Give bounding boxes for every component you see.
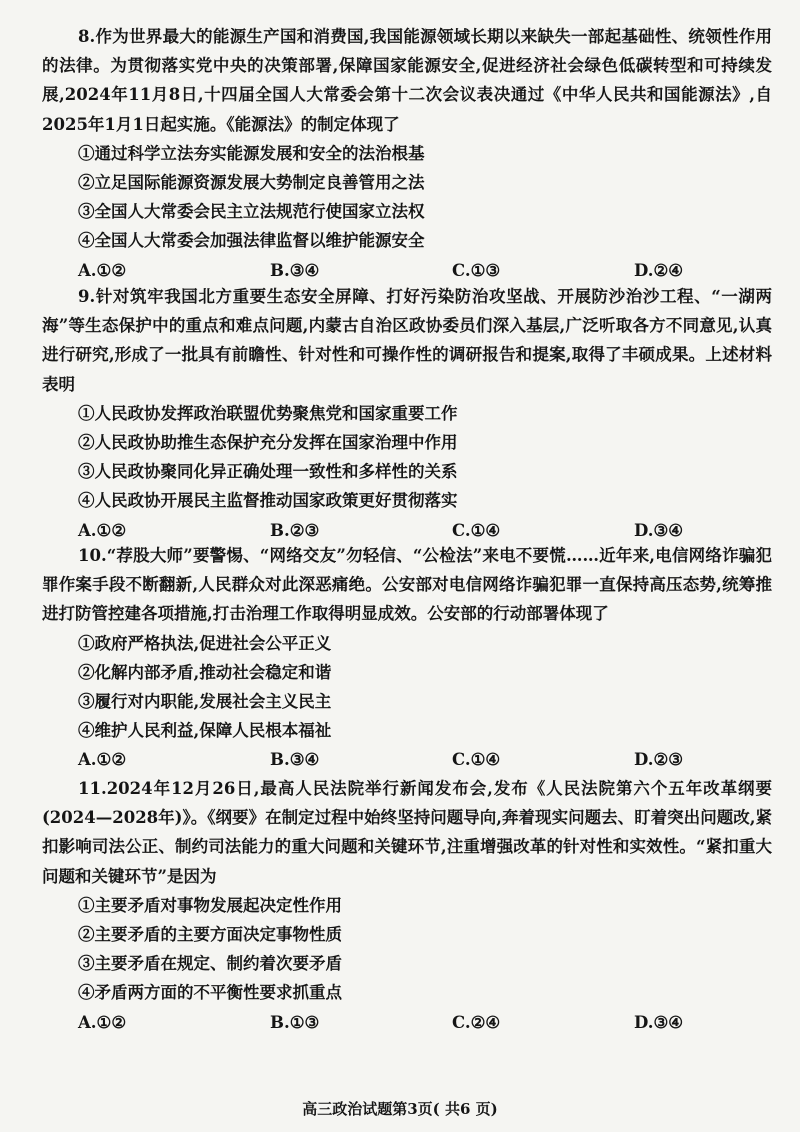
choice-c: C.①③	[452, 260, 501, 280]
option-1: ①人民政协发挥政治联盟优势聚焦党和国家重要工作	[78, 403, 458, 423]
option-4: ④矛盾两方面的不平衡性要求抓重点	[78, 983, 342, 1003]
option-3: ③全国人大常委会民主立法规范行使国家立法权	[78, 202, 425, 222]
choice-a: A.①②	[78, 1012, 127, 1032]
page-footer: 高三政治试题第3页( 共6 页)	[302, 1100, 498, 1118]
choice-b: B.②③	[270, 520, 320, 540]
answer-choices	[42, 745, 772, 774]
choice-a: A.①②	[78, 750, 127, 770]
option-2: ②立足国际能源资源发展大势制定良善管用之法	[78, 173, 425, 193]
choice-c: C.①④	[452, 750, 501, 770]
choice-d: D.③④	[634, 520, 684, 540]
choice-b: B.①③	[270, 1012, 320, 1032]
question-stem: 10.“荐股大师”要警惕、“网络交友”勿轻信、“公检法”来电不要慌……近年来,电信网络诈骗犯罪作案手段不断翻新,人民群众对此深恶痛绝。公安部对电信网络诈骗犯罪一直保持高压态势,统筹推进打防管控建各项措施,打击治理工作取得明显成效。公安部的行动部署体现了	[42, 546, 772, 624]
question-8	[42, 22, 772, 285]
choice-d: D.②④	[634, 260, 684, 280]
option-1: ①主要矛盾对事物发展起决定性作用	[78, 895, 342, 915]
option-2: ②主要矛盾的主要方面决定事物性质	[78, 925, 342, 945]
question-9	[42, 282, 772, 545]
choice-d: D.②③	[634, 750, 684, 770]
answer-choices	[42, 256, 772, 285]
option-2: ②化解内部矛盾,推动社会稳定和谐	[78, 662, 332, 682]
choice-a: A.①②	[78, 260, 127, 280]
option-4: ④全国人大常委会加强法律监督以维护能源安全	[78, 231, 425, 251]
question-10	[42, 541, 772, 775]
option-1: ①通过科学立法夯实能源发展和安全的法治根基	[78, 143, 425, 163]
option-1: ①政府严格执法,促进社会公平正义	[78, 633, 332, 653]
question-stem: 9.针对筑牢我国北方重要生态安全屏障、打好污染防治攻坚战、开展防沙治沙工程、“一湖两海”等生态保护中的重点和难点问题,内蒙古自治区政协委员们深入基层,广泛听取各方不同意见,认真进行研究,形成了一批具有前瞻性、针对性和可操作性的调研报告和提案,取得了丰硕成果。上述材料表明	[42, 287, 772, 394]
option-3: ③人民政协聚同化异正确处理一致性和多样性的关系	[78, 462, 458, 482]
answer-choices	[42, 1008, 772, 1037]
option-3: ③主要矛盾在规定、制约着次要矛盾	[78, 954, 342, 974]
option-4: ④维护人民利益,保障人民根本福祉	[78, 721, 332, 741]
question-stem: 11.2024年12月26日,最高人民法院举行新闻发布会,发布《人民法院第六个五年改革纲要(2024—2028年)》。《纲要》在制定过程中始终坚持问题导向,奔着现实问题去、盯着突出问题改,紧扣影响司法公正、制约司法能力的重大问题和关键环节,注重增强改革的针对性和实效性。“紧扣重大问题和关键环节”是因为	[42, 779, 772, 886]
choice-b: B.③④	[270, 750, 320, 770]
choice-c: C.②④	[452, 1012, 501, 1032]
option-3: ③履行对内职能,发展社会主义民主	[78, 692, 332, 712]
choice-a: A.①②	[78, 520, 127, 540]
question-stem: 8.作为世界最大的能源生产国和消费国,我国能源领域长期以来缺失一部起基础性、统领性作用的法律。为贯彻落实党中央的决策部署,保障国家能源安全,促进经济社会绿色低碳转型和可持续发展,2024年11月8日,十四届全国人大常委会第十二次会议表决通过《中华人民共和国能源法》,自2025年1月1日起实施。《能源法》的制定体现了	[42, 27, 772, 134]
question-11	[42, 774, 772, 1037]
choice-b: B.③④	[270, 260, 320, 280]
option-2: ②人民政协助推生态保护充分发挥在国家治理中作用	[78, 433, 458, 453]
option-4: ④人民政协开展民主监督推动国家政策更好贯彻落实	[78, 491, 458, 511]
choice-d: D.③④	[634, 1012, 684, 1032]
choice-c: C.①④	[452, 520, 501, 540]
